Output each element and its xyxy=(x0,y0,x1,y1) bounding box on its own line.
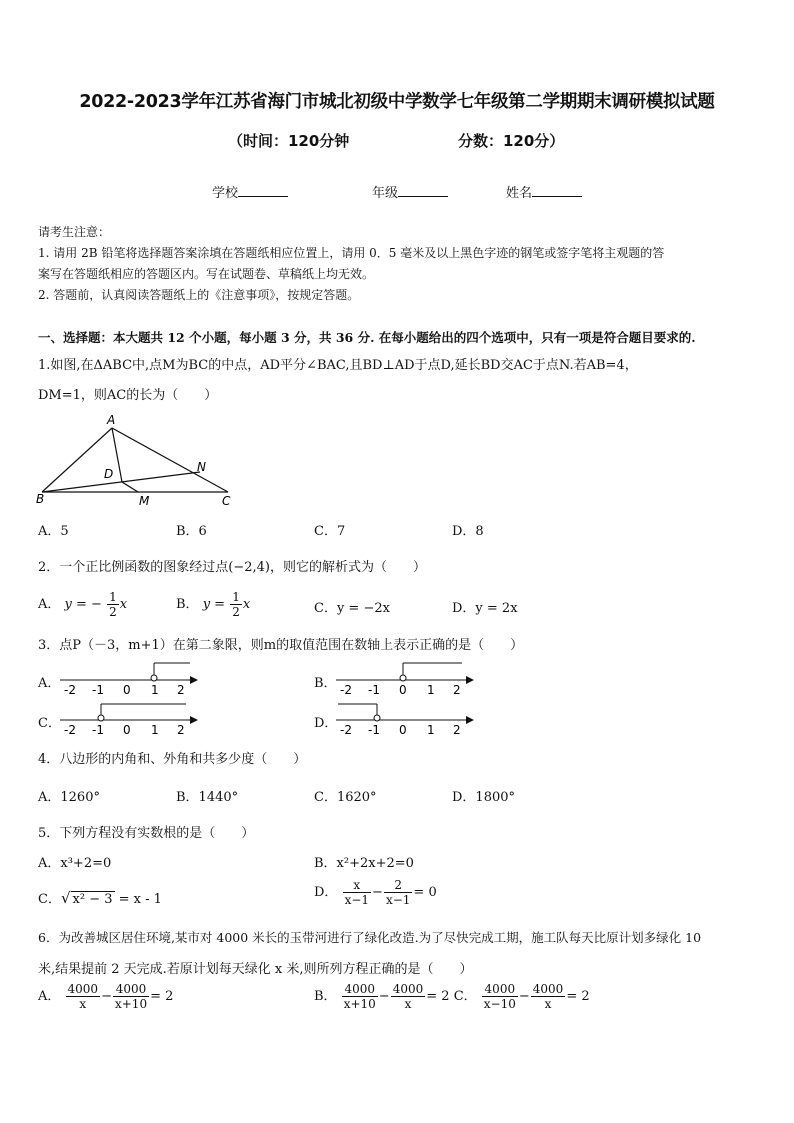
tick-neg1: -1 xyxy=(368,723,380,736)
sqrt-icon: √ xyxy=(60,889,71,907)
grade-label: 年级 xyxy=(372,186,399,201)
q6-c-minus: − xyxy=(518,989,530,1004)
frac-den: x+10 xyxy=(343,997,376,1011)
label-m: M xyxy=(139,494,150,508)
q6-b-frac2 xyxy=(391,982,426,1011)
frac-num: 1 xyxy=(232,590,240,604)
label-b: B xyxy=(36,492,45,506)
q4-option-d: D．1800° xyxy=(452,790,516,805)
tick-1: 1 xyxy=(427,683,435,696)
tick-1: 1 xyxy=(151,723,159,736)
frac-num: x xyxy=(343,878,371,893)
q1-option-c: C．7 xyxy=(314,524,346,539)
exam-time: （时间：120分钟 xyxy=(228,132,350,150)
q4-option-c: C．1620° xyxy=(314,790,377,805)
q5-d-frac2 xyxy=(384,878,412,907)
q2-a-fraction xyxy=(107,590,119,619)
q5-option-c xyxy=(38,888,162,907)
q2-a-lhs: y = − xyxy=(64,597,102,612)
q5-d-frac1 xyxy=(343,878,371,907)
q6-b-minus: − xyxy=(378,989,390,1004)
q2-a-letter: A． xyxy=(38,597,61,612)
segment-ad xyxy=(112,428,122,482)
q4-option-b: B．1440° xyxy=(176,790,239,805)
tick-0: 0 xyxy=(123,683,131,696)
frac-den: x xyxy=(79,997,87,1011)
q6-c-rhs: = 2 xyxy=(566,989,590,1004)
q2-b-letter: B． xyxy=(176,597,199,612)
q6-c-frac2 xyxy=(531,982,566,1011)
name-field xyxy=(506,182,582,201)
q3-number-line-d xyxy=(334,700,480,736)
q1-stem-line1: 1.如图,在ΔABC中,点M为BC的中点，AD平分∠BAC,且BD⊥AD于点D,延长BD交AC于点N.若AB=4， xyxy=(38,358,638,373)
q6-a-minus: − xyxy=(101,989,112,1004)
q6-c-letter: C． xyxy=(453,989,477,1004)
q3-number-line-a xyxy=(58,660,204,696)
tick-neg2: -2 xyxy=(340,723,352,736)
frac-num: 1 xyxy=(109,590,117,604)
frac-num: 2 xyxy=(384,878,412,893)
school-label: 学校 xyxy=(212,186,239,201)
tick-neg2: -2 xyxy=(64,683,76,696)
segment-ab xyxy=(42,428,112,492)
q3-letter-b: B． xyxy=(314,676,337,691)
frac-den: x−1 xyxy=(385,893,411,907)
q4-option-a: A．1260° xyxy=(38,790,100,805)
q6-a-frac2 xyxy=(113,982,149,1011)
frac-num: 4000 xyxy=(342,982,378,997)
q6-option-b xyxy=(314,982,590,1011)
name-label: 姓名 xyxy=(506,186,533,201)
q3-letter-d: D． xyxy=(314,716,338,731)
tick-0: 0 xyxy=(123,723,131,736)
frac-den: x xyxy=(544,997,552,1011)
q5-c-letter: C． xyxy=(38,892,61,907)
q2-option-d: D．y = 2x xyxy=(452,601,518,616)
label-c: C xyxy=(222,494,231,508)
tick-neg2: -2 xyxy=(64,723,76,736)
q1-option-b: B．6 xyxy=(176,524,207,539)
q2-option-b xyxy=(176,590,250,619)
q6-stem-line1: 6．为改善城区居住环境,某市对 4000 米长的玉带河进行了绿化改造.为了尽快完成工期，施工队每天比原计划多绿化 10 xyxy=(38,930,702,945)
frac-den: x−10 xyxy=(483,997,516,1011)
q6-stem-line2: 米,结果提前 2 天完成.若原计划每天绿化 x 米,则所列方程正确的是（ ） xyxy=(38,962,473,977)
frac-den: x xyxy=(404,997,412,1011)
q1-option-a: A．5 xyxy=(38,524,69,539)
q5-d-letter: D． xyxy=(314,885,338,900)
q2-stem: 2．一个正比例函数的图象经过点(−2,4)，则它的解析式为（ ） xyxy=(38,560,426,575)
q5-c-radicand: x² − 3 xyxy=(72,892,113,907)
tick-1: 1 xyxy=(427,723,435,736)
q3-stem: 3．点P（－3，m+1）在第二象限，则m的取值范围在数轴上表示正确的是（ ） xyxy=(38,638,524,653)
q6-b-rhs: = 2 xyxy=(426,989,450,1004)
q5-c-rhs: = x - 1 xyxy=(118,892,162,907)
notice-item-1b: 案写在答题纸相应的答题区内。写在试题卷、草稿纸上均无效。 xyxy=(38,267,375,281)
segment-dm xyxy=(122,482,138,492)
q6-b-letter: B． xyxy=(314,989,337,1004)
q2-option-c: C．y = −2x xyxy=(314,601,390,616)
segment-ac xyxy=(112,428,228,492)
grade-blank xyxy=(398,184,448,197)
q5-option-b: B．x²+2x+2=0 xyxy=(314,856,414,871)
q6-a-letter: A． xyxy=(38,989,61,1004)
tick-2: 2 xyxy=(177,683,185,696)
tick-2: 2 xyxy=(177,723,185,736)
tick-1: 1 xyxy=(151,683,159,696)
exam-title: 2022-2023学年江苏省海门市城北初级中学数学七年级第二学期期末调研模拟试题 xyxy=(79,92,715,112)
q2-option-a xyxy=(38,590,127,619)
name-blank xyxy=(532,184,582,197)
grade-field xyxy=(372,182,448,201)
frac-num: 4000 xyxy=(392,982,424,996)
tick-2: 2 xyxy=(453,723,461,736)
frac-den: x+10 xyxy=(114,997,148,1011)
q6-b-frac1 xyxy=(342,982,378,1011)
q4-stem: 4．八边形的内角和、外角和共多少度（ ） xyxy=(38,752,307,767)
notice-item-2: 2. 答题前，认真阅读答题纸上的《注意事项》，按规定答题。 xyxy=(38,288,360,302)
q5-d-minus: − xyxy=(372,885,383,900)
q3-letter-c: C． xyxy=(38,716,61,731)
notice-item-1a: 1. 请用 2B 铅笔将选择题答案涂填在答题纸相应位置上，请用 0．5 毫米及以上黑色字迹的钢笔或签字笔将主观题的答 xyxy=(38,246,665,260)
frac-num: 4000 xyxy=(532,982,564,996)
q5-option-a: A．x³+2=0 xyxy=(38,856,112,871)
q1-triangle-figure xyxy=(34,410,254,510)
q6-a-rhs: = 2 xyxy=(150,989,174,1004)
q5-option-d xyxy=(314,878,437,907)
tick-neg2: -2 xyxy=(340,683,352,696)
frac-den: 2 xyxy=(109,605,117,619)
frac-den: x−1 xyxy=(344,893,370,907)
tick-neg1: -1 xyxy=(92,723,104,736)
q2-b-lhs: y = xyxy=(202,597,226,612)
q3-letter-a: A． xyxy=(38,676,61,691)
notice-heading: 请考生注意： xyxy=(38,225,111,239)
q3-number-line-c xyxy=(58,700,204,736)
label-d: D xyxy=(104,467,114,481)
q2-b-fraction xyxy=(230,590,242,619)
q2-a-x: x xyxy=(119,597,128,612)
frac-num: 4000 xyxy=(67,982,99,996)
section1-heading: 一、选择题：本大题共 12 个小题，每小题 3 分，共 36 分. 在每小题给出的四个选项中，只有一项是符合题目要求的. xyxy=(38,330,696,345)
tick-0: 0 xyxy=(399,683,407,696)
frac-den: 2 xyxy=(232,605,240,619)
q6-a-frac1 xyxy=(66,982,101,1011)
frac-num: 4000 xyxy=(482,982,518,997)
exam-score: 分数：120分） xyxy=(458,132,565,150)
tick-2: 2 xyxy=(453,683,461,696)
q6-option-a xyxy=(38,982,173,1011)
q5-d-rhs: = 0 xyxy=(413,885,437,900)
label-a: A xyxy=(107,413,116,427)
q6-c-frac1 xyxy=(482,982,518,1011)
tick-0: 0 xyxy=(399,723,407,736)
q1-option-d: D．8 xyxy=(452,524,484,539)
tick-neg1: -1 xyxy=(92,683,104,696)
q1-stem-line2: DM=1，则AC的长为（ ） xyxy=(38,388,218,403)
school-blank xyxy=(238,184,288,197)
q5-stem: 5．下列方程没有实数根的是（ ） xyxy=(38,826,255,841)
frac-num: 4000 xyxy=(113,982,149,997)
school-field xyxy=(212,182,288,201)
tick-neg1: -1 xyxy=(368,683,380,696)
q3-number-line-b xyxy=(334,660,480,696)
q2-b-x: x xyxy=(242,597,251,612)
label-n: N xyxy=(197,460,206,474)
